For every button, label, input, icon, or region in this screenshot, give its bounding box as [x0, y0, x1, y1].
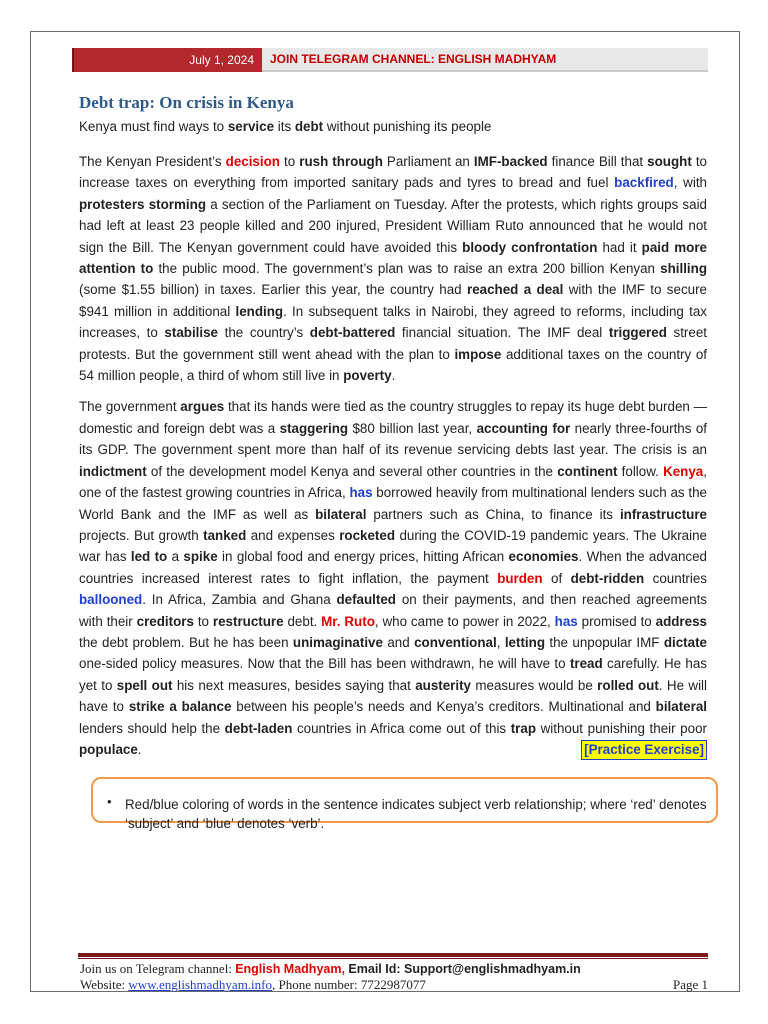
vocab-word: infrastructure [619, 506, 707, 522]
article-paragraph-2 [79, 396, 707, 760]
vocab-word: bilateral [655, 699, 707, 715]
text-run: in global food and energy prices, hitting African [217, 549, 509, 565]
vocab-word: lending [235, 303, 284, 319]
text-run: countries in Africa come out of this [292, 720, 511, 736]
text-run: and expenses [246, 527, 340, 543]
text-run: . [137, 741, 142, 757]
vocab-word: bilateral [315, 506, 367, 522]
vocab-word: argues [180, 399, 225, 415]
text-run: the unpopular IMF [545, 634, 664, 650]
vocab-word: dictate [663, 634, 707, 650]
text-run: , who came to power in 2022, [374, 613, 555, 629]
vocab-word: triggered [608, 325, 667, 341]
vocab-word: poverty [343, 368, 392, 384]
vocab-word: populace [79, 741, 138, 757]
note-text: Red/blue coloring of words in the sentence indicates subject verb relationship; where ‘red’ denotes ‘subject’ and ‘blue’ denotes ‘verb’. [125, 797, 707, 831]
verb-word: ballooned [79, 592, 143, 608]
text-run: financial situation. The IMF deal [395, 325, 609, 341]
vocab-word: debt-laden [224, 720, 293, 736]
vocab-word: sought [647, 154, 692, 169]
footer-line-2 [80, 977, 708, 993]
text-run: carefully. He has yet to [79, 656, 707, 693]
vocab-word: conventional [414, 634, 497, 650]
text-run: , [496, 634, 505, 650]
text-run: nearly three-fourths of its GDP. The government spent more than half of its revenue servicing debts last year. The crisis is an [79, 420, 708, 458]
text-run: . He will have to [79, 677, 707, 715]
subtitle-text: without punishing its people [323, 119, 492, 134]
vocab-word: tread [569, 656, 603, 672]
vocab-word: rocketed [339, 527, 396, 543]
article-title: Debt trap: On crisis in Kenya [79, 93, 294, 112]
text-run: during the COVID-19 pandemic years. The Ukraine war has [79, 527, 707, 565]
text-run: street protests. But the government still went ahead with the plan to [79, 325, 707, 362]
text-run: between his people’s needs and Kenya’s creditors. Multinational and [231, 699, 656, 715]
text-run: to increase taxes on everything from imported sanitary pads and tyres to bread and fuel [79, 154, 707, 191]
vocab-word: austerity [415, 677, 472, 693]
vocab-word: rolled out [597, 677, 659, 693]
text-run: a section of the Parliament on Tuesday. After the protests, which rights groups said had left at least 23 people killed and 200 injured, President William Ruto announced that he would not sign the Bill. The Kenyan government could have avoided this [79, 196, 707, 255]
footer-channel-name[interactable]: English Madhyam, [235, 962, 345, 976]
text-run: partners such as China, to finance its [366, 506, 620, 522]
note-box [91, 777, 718, 831]
vocab-word: tanked [203, 527, 247, 543]
article-subtitle [79, 119, 707, 134]
text-run: of the development model Kenya and several other countries in the [146, 463, 558, 479]
subtitle-keyword: service [227, 119, 275, 134]
text-run: follow. [617, 463, 664, 479]
text-run: of [542, 570, 571, 586]
vocab-word: impose [454, 346, 502, 362]
vocab-word: spike [183, 549, 218, 565]
vocab-word: creditors [136, 613, 194, 629]
footer-website-link[interactable]: www.englishmadhyam.info [128, 977, 272, 992]
text-run: borrowed heavily from multinational lenders such as the World Bank and the IMF as well as [79, 485, 707, 522]
text-run: , with [673, 175, 707, 191]
footer-line-1 [80, 961, 708, 977]
vocab-word: stabilise [164, 325, 218, 341]
vocab-word: debt-ridden [570, 570, 645, 586]
vocab-word: bloody confrontation [462, 239, 598, 255]
subject-word: Kenya [663, 463, 704, 479]
text-run: $80 billion last year, [348, 420, 477, 436]
text-run: and [382, 634, 415, 650]
vocab-word: strike a balance [128, 699, 232, 715]
vocab-word: staggering [279, 420, 349, 436]
vocab-word: restructure [212, 613, 284, 629]
vocab-word: IMF-backed [473, 154, 548, 169]
page-number: Page 1 [672, 977, 708, 992]
text-run: to [279, 154, 300, 169]
text-run: measures would be [471, 677, 598, 693]
text-run: (some $1.55 billion) in taxes. Earlier this year, the country had [79, 282, 467, 298]
text-run: promised to [577, 613, 656, 629]
vocab-word: rush through [299, 154, 383, 169]
text-run: Parliament an [382, 154, 474, 169]
subject-word: decision [225, 154, 280, 169]
vocab-word: trap [510, 720, 537, 736]
text-run: with the IMF to secure $941 million in additional [79, 282, 707, 319]
text-run: countries [644, 570, 708, 586]
text-run: . In Africa, Zambia and Ghana [142, 592, 337, 608]
text-run: , one of the fastest growing countries in Africa, [79, 463, 707, 501]
text-run: . In subsequent talks in Nairobi, they agreed to reforms, including tax increases, to [79, 303, 707, 341]
text-run: the public mood. The government’s plan was to raise an extra 200 billion Kenyan [153, 261, 661, 277]
footer-divider [78, 953, 708, 957]
vocab-word: paid more attention to [79, 239, 707, 277]
footer-email[interactable]: Email Id: Support@englishmadhyam.in [344, 962, 581, 976]
article-paragraph-1 [79, 151, 707, 386]
subject-word: Mr. Ruto [321, 613, 375, 629]
text-run: without punishing their poor [536, 720, 707, 736]
vocab-word: address [655, 613, 707, 629]
text-run: additional taxes on the country of 54 million people, a third of whom still live in [79, 346, 707, 384]
subtitle-text: Kenya must find ways to [79, 119, 228, 134]
vocab-word: reached a deal [467, 282, 564, 298]
vocab-word: protesters storming [79, 196, 206, 212]
text-run: debt. [283, 613, 322, 629]
text-run: a [167, 549, 184, 565]
text-run: . When the advanced countries increased interest rates to fight inflation, the payment [79, 549, 707, 586]
text-run: The government [79, 399, 181, 415]
footer-website-label: Website: [80, 977, 129, 992]
subtitle-text: its [274, 119, 295, 134]
text-run: The Kenyan President’s [79, 154, 226, 169]
text-run: lenders should help the [79, 720, 225, 736]
footer-telegram-label: Join us on Telegram channel: [80, 961, 236, 976]
subtitle-keyword: debt [294, 119, 324, 134]
subject-word: burden [497, 570, 543, 586]
vocab-word: economies [508, 549, 579, 565]
verb-word: backfired [614, 175, 674, 191]
text-run: one-sided policy measures. Now that the Bill has been withdrawn, he will have to [79, 656, 570, 672]
text-run: his next measures, besides saying that [172, 677, 416, 693]
vocab-word: spell out [116, 677, 173, 693]
text-run: finance Bill that [547, 154, 648, 169]
vocab-word: defaulted [336, 592, 396, 608]
footer-phone: , Phone number: 7722987077 [272, 977, 426, 992]
text-run: projects. But growth [79, 527, 204, 543]
verb-word: has [349, 485, 373, 501]
practice-exercise-link[interactable]: [Practice Exercise] [581, 740, 707, 760]
article [79, 93, 707, 770]
vocab-word: unimaginative [292, 634, 383, 650]
bullet-icon: • [107, 794, 112, 809]
footer-divider-thin [78, 958, 708, 959]
footer [80, 961, 708, 993]
vocab-word: debt-battered [309, 325, 396, 341]
header-telegram-banner[interactable]: JOIN TELEGRAM CHANNEL: ENGLISH MADHYAM [262, 48, 708, 72]
verb-word: has [554, 613, 578, 629]
text-run: . [391, 368, 396, 384]
text-run: on their payments, and then reached agreements with their [79, 592, 707, 629]
vocab-word: letting [504, 634, 545, 650]
header-date: July 1, 2024 [72, 48, 262, 72]
text-run: to [193, 613, 213, 629]
vocab-word: shilling [660, 261, 707, 277]
vocab-word: led to [130, 549, 168, 565]
header-bar [72, 48, 708, 72]
vocab-word: accounting for [476, 420, 571, 436]
text-run: had it [597, 239, 642, 255]
text-run: that its hands were tied as the country struggles to repay its huge debt burden — domestic and foreign debt was a [79, 399, 707, 436]
text-run: the country’s [218, 325, 310, 341]
text-run: the debt problem. But he has been [79, 634, 293, 650]
vocab-word: indictment [79, 463, 147, 479]
vocab-word: continent [557, 463, 618, 479]
